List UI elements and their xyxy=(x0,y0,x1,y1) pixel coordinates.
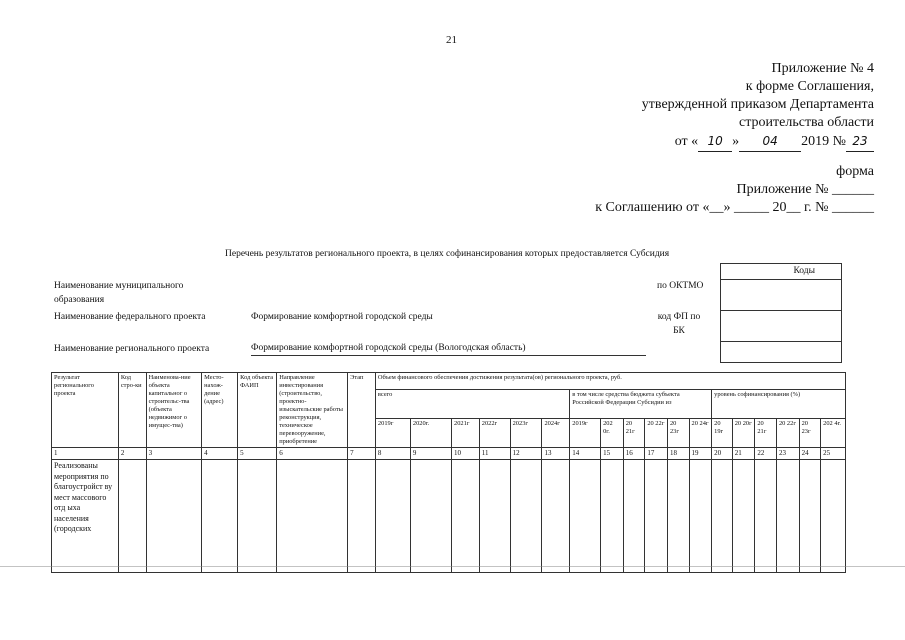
appendix-header xyxy=(642,60,874,152)
appendix-line-3: утвержденной приказом Департамента xyxy=(641,97,874,112)
col-number: 1 xyxy=(52,448,119,460)
appendix-line-4: строительства области xyxy=(739,115,874,130)
col-number: 16 xyxy=(623,448,645,460)
codes-extra-cell xyxy=(721,342,841,362)
col-number: 14 xyxy=(570,448,601,460)
municipal-label-1: Наименование муниципального xyxy=(54,281,184,291)
year-incl-cell: 2019г xyxy=(570,418,601,447)
col-number: 15 xyxy=(601,448,624,460)
year-incl-cell: 20 24г xyxy=(689,418,712,447)
form-block xyxy=(595,163,874,217)
table-header-row-1 xyxy=(52,373,846,390)
header-stage: Этап xyxy=(348,373,376,448)
empty-cell xyxy=(645,460,668,573)
table-row xyxy=(52,460,846,573)
regional-project-value: Формирование комфортной городской среды (Вологодская область) xyxy=(251,341,646,356)
empty-cell xyxy=(118,460,146,573)
year-total-cell: 2024г xyxy=(542,418,570,447)
col-number: 9 xyxy=(410,448,451,460)
empty-cell xyxy=(799,460,821,573)
col-number: 20 xyxy=(712,448,733,460)
col-number: 2 xyxy=(118,448,146,460)
oktmo-code-cell xyxy=(721,280,841,311)
empty-cell xyxy=(452,460,480,573)
col-number: 11 xyxy=(479,448,510,460)
empty-cell xyxy=(712,460,733,573)
empty-cell xyxy=(667,460,689,573)
year-total-cell: 2022г xyxy=(479,418,510,447)
col-number: 5 xyxy=(238,448,277,460)
header-direction: Направление инвестирования (строительство, проектно-изыскательские работы реконструкция, техническое перевооружение, приобретение xyxy=(277,373,348,448)
header-finance: Объем финансового обеспечения достижения результата(ов) регионального проекта, руб. xyxy=(375,373,845,390)
year-level-cell: 20 23г xyxy=(799,418,821,447)
col-number: 18 xyxy=(667,448,689,460)
date-mid: » xyxy=(732,134,740,149)
col-number: 22 xyxy=(755,448,777,460)
kod-fp-label-2: БК xyxy=(673,326,685,336)
results-table xyxy=(51,372,846,573)
document-title: Перечень результатов регионального проекта, в целях софинансирования которых предоставляется Субсидия xyxy=(225,249,670,259)
empty-cell xyxy=(238,460,277,573)
year-level-cell: 202 4г. xyxy=(821,418,846,447)
col-number: 8 xyxy=(375,448,410,460)
year-total-cell: 2021г xyxy=(452,418,480,447)
year-incl-cell: 202 0г. xyxy=(601,418,624,447)
empty-cell xyxy=(570,460,601,573)
oktmo-label: по ОКТМО xyxy=(657,281,704,291)
page-number: 21 xyxy=(446,34,457,46)
year-total-cell: 2023г xyxy=(510,418,542,447)
year-level-cell: 20 19г xyxy=(712,418,733,447)
col-number: 23 xyxy=(776,448,799,460)
prilozhenie-line: Приложение № ______ xyxy=(736,182,874,197)
column-number-row xyxy=(52,448,846,460)
date-month: 04 xyxy=(739,132,801,152)
codes-header: Коды xyxy=(721,264,841,280)
col-number: 6 xyxy=(277,448,348,460)
col-number: 4 xyxy=(202,448,238,460)
kod-fp-label xyxy=(652,310,706,338)
empty-cell xyxy=(732,460,755,573)
header-incl-text: в том числе средства бюджета субъекта Российской Федерации xyxy=(572,390,680,406)
empty-cell xyxy=(277,460,348,573)
empty-cell xyxy=(542,460,570,573)
empty-cell xyxy=(410,460,451,573)
year-level-cell: 20 21г xyxy=(755,418,777,447)
k-soglasheniyu-line: к Соглашению от «__» _____ 20__ г. № ______ xyxy=(595,200,874,215)
year-level-cell: 20 20г xyxy=(732,418,755,447)
year-incl-cell: 20 23г xyxy=(667,418,689,447)
codes-box xyxy=(720,263,842,363)
header-subsidy-text: Субсидии из xyxy=(637,398,672,406)
col-number: 21 xyxy=(732,448,755,460)
appendix-line-2: к форме Соглашения, xyxy=(745,79,874,94)
header-result: Результат регионального проекта xyxy=(52,373,119,448)
col-number: 24 xyxy=(799,448,821,460)
header-code: Код стро-ки xyxy=(118,373,146,448)
col-number: 12 xyxy=(510,448,542,460)
header-incl xyxy=(570,389,712,418)
federal-project-value: Формирование комфортной городской среды xyxy=(251,312,433,322)
row-result-cell: Реализованы мероприятия по благоустройст ву мест массового отд ыха населения (городских xyxy=(52,460,119,573)
date-number: 23 xyxy=(846,132,874,152)
col-number: 19 xyxy=(689,448,712,460)
year-level-cell: 20 22г xyxy=(776,418,799,447)
date-year: 2019 № xyxy=(801,134,846,149)
col-number: 10 xyxy=(452,448,480,460)
header-faip: Код объекта ФАИП xyxy=(238,373,277,448)
federal-project-label: Наименование федерального проекта xyxy=(54,312,206,322)
date-day: 10 xyxy=(698,132,732,152)
year-incl-cell: 20 21г xyxy=(623,418,645,447)
header-level: уровень софинансирования (%) xyxy=(712,389,846,418)
header-total: всего xyxy=(375,389,569,418)
appendix-line-1: Приложение № 4 xyxy=(771,61,874,76)
empty-cell xyxy=(689,460,712,573)
date-prefix: от « xyxy=(674,134,699,149)
col-number: 17 xyxy=(645,448,668,460)
empty-cell xyxy=(510,460,542,573)
kod-fp-cell xyxy=(721,311,841,342)
empty-cell xyxy=(755,460,777,573)
empty-cell xyxy=(375,460,410,573)
col-number: 13 xyxy=(542,448,570,460)
empty-cell xyxy=(146,460,202,573)
empty-cell xyxy=(348,460,376,573)
empty-cell xyxy=(479,460,510,573)
header-location: Место-нахож-дение (адрес) xyxy=(202,373,238,448)
municipal-label-2: образования xyxy=(54,295,105,305)
kod-fp-label-1: код ФП по xyxy=(657,312,701,322)
empty-cell xyxy=(821,460,846,573)
col-number: 3 xyxy=(146,448,202,460)
empty-cell xyxy=(202,460,238,573)
regional-project-label: Наименование регионального проекта xyxy=(54,344,210,354)
appendix-date-line xyxy=(642,132,874,152)
empty-cell xyxy=(776,460,799,573)
municipal-label xyxy=(54,279,183,307)
year-incl-cell: 20 22г xyxy=(645,418,668,447)
year-total-cell: 2019г xyxy=(375,418,410,447)
forma-label: форма xyxy=(836,164,874,179)
col-number: 25 xyxy=(821,448,846,460)
col-number: 7 xyxy=(348,448,376,460)
year-total-cell: 2020г. xyxy=(410,418,451,447)
empty-cell xyxy=(601,460,624,573)
scan-artifact-line xyxy=(0,566,905,567)
empty-cell xyxy=(623,460,645,573)
header-object: Наименова-ние объекта капитальног о строительс-тва (объекта недвижимог о имущес-тва) xyxy=(146,373,202,448)
